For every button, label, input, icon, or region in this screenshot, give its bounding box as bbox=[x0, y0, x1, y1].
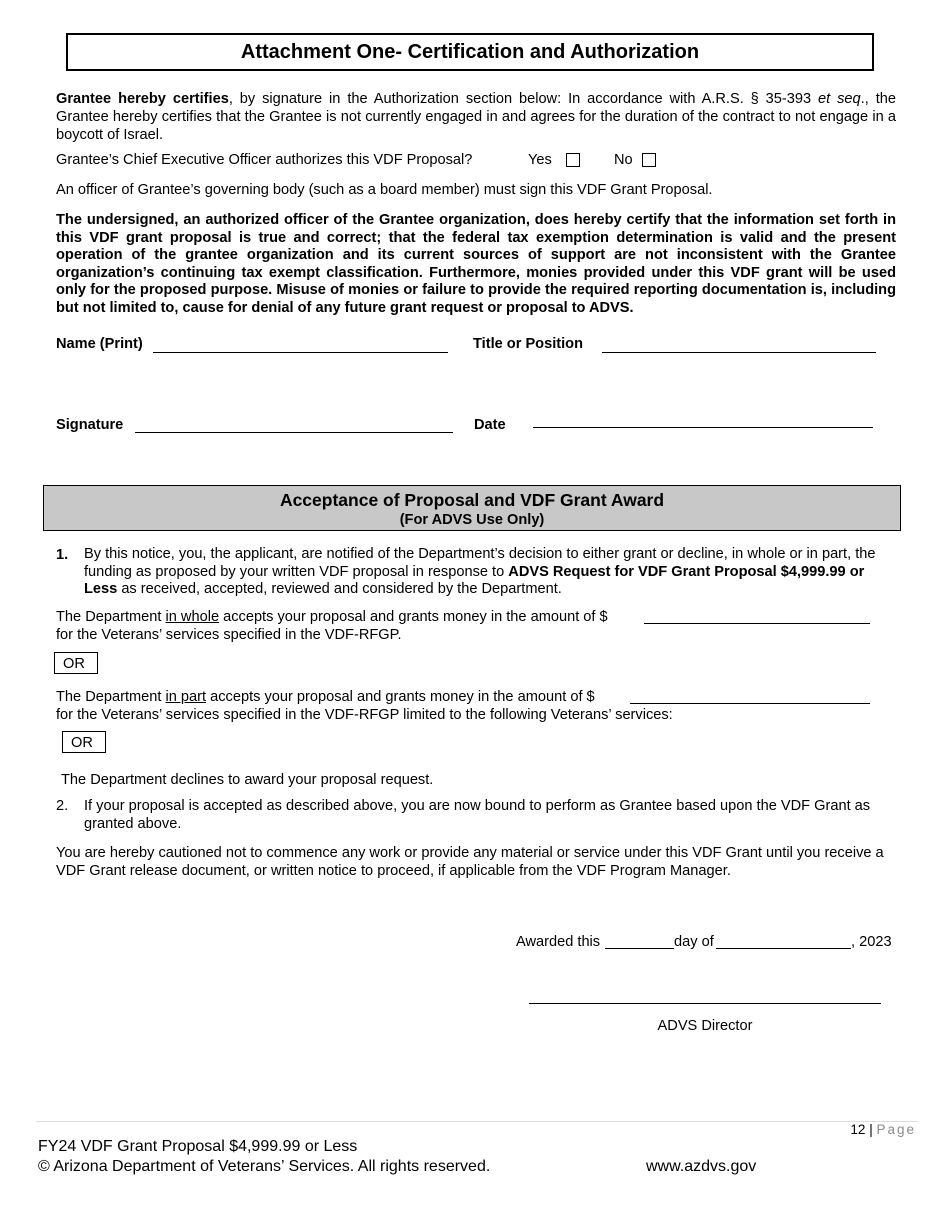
director-label: ADVS Director bbox=[657, 1018, 753, 1034]
footer-copyright: © Arizona Department of Veterans’ Services. All rights reserved. bbox=[38, 1158, 491, 1175]
certification-paragraph bbox=[56, 90, 896, 144]
item-2-text: If your proposal is accepted as described above, you are now bound to perform as Grantee based upon the VDF Grant as granted above. bbox=[84, 798, 871, 832]
footer-website[interactable]: www.azdvs.gov bbox=[646, 1158, 757, 1175]
item-1-text-a: By this notice, you, the applicant, are notified of the Department’s decision to either grant or decline, in whole or in part, the funding as proposed by your written VDF proposal in response to bbox=[84, 546, 876, 580]
signature-label: Signature bbox=[56, 417, 124, 433]
certify-lead: Grantee hereby certifies bbox=[56, 91, 229, 107]
signature-field[interactable] bbox=[135, 432, 453, 433]
whole-amount-field[interactable] bbox=[644, 623, 870, 624]
name-print-field[interactable] bbox=[153, 352, 448, 353]
acceptance-subtitle: (For ADVS Use Only) bbox=[399, 512, 545, 528]
awarded-month-field[interactable] bbox=[716, 948, 851, 949]
acceptance-header bbox=[43, 485, 901, 531]
footer-divider bbox=[36, 1121, 918, 1122]
date-label: Date bbox=[474, 417, 506, 433]
page-number-value: 12 bbox=[850, 1122, 866, 1137]
item-1-number: 1. bbox=[56, 547, 69, 563]
part-amount-field[interactable] bbox=[630, 703, 870, 704]
undersigned-certification: The undersigned, an authorized officer of the Grantee organization, does hereby certify that the information set forth in this VDF grant proposal is true and correct; that the federal tax exemption determination is valid and the present operation of the grantee organization and its current sources of support are not inconsistent with the Grantee organization’s continuing tax exempt classification. Furthermore, monies provided under this VDF grant will be used only for the proposed purpose. Misuse of monies or failure to provide the required reporting documentation is, including but not limited to, cause for denial of any future grant request or proposal to ADVS. bbox=[56, 212, 896, 316]
director-signature-field[interactable] bbox=[529, 1003, 881, 1004]
whole-post: accepts your proposal and grants money in the amount of $ bbox=[219, 609, 608, 625]
part-services-line: for the Veterans’ services specified in the VDF-RFGP limited to the following Veterans’ services: bbox=[56, 707, 673, 723]
officer-note: An officer of Grantee’s governing body (such as a board member) must sign this VDF Grant Proposal. bbox=[56, 182, 713, 198]
awarded-year: , 2023 bbox=[851, 934, 892, 950]
part-pre: The Department bbox=[56, 689, 166, 705]
item-1-bold: ADVS Request for VDF Grant Proposal $4,999.99 or Less bbox=[84, 563, 865, 598]
date-field[interactable] bbox=[533, 427, 873, 428]
page-separator: | bbox=[865, 1122, 877, 1137]
or-box-1: OR bbox=[54, 652, 98, 674]
awarded-pre: Awarded this bbox=[516, 934, 601, 950]
whole-pre: The Department bbox=[56, 609, 166, 625]
ceo-question: Grantee’s Chief Executive Officer authorizes this VDF Proposal? bbox=[56, 152, 473, 168]
ceo-no bbox=[614, 151, 633, 169]
item-2-number: 2. bbox=[56, 798, 69, 814]
ceo-question-row bbox=[56, 151, 472, 169]
whole-services-line: for the Veterans’ services specified in the VDF-RFGP. bbox=[56, 627, 402, 643]
certify-text-2: ., the Grantee hereby certifies that the Grantee is not currently engaged in and agrees for the duration of the contract to not engage in a boycott of Israel. bbox=[56, 91, 896, 143]
page-number bbox=[850, 1122, 916, 1137]
title-position-field[interactable] bbox=[602, 352, 876, 353]
item-1-text bbox=[84, 546, 896, 599]
caution-paragraph: You are hereby cautioned not to commence any work or provide any material or service under this VDF Grant until you receive a VDF Grant release document, or written notice to proceed, if applicable from the VDF Program Manager. bbox=[56, 845, 884, 879]
part-acceptance-line bbox=[56, 688, 595, 706]
part-underlined: in part bbox=[165, 689, 207, 705]
name-print-label: Name (Print) bbox=[56, 336, 143, 352]
item-1-text-b: as received, accepted, reviewed and considered by the Department. bbox=[117, 581, 562, 598]
ceo-yes-checkbox[interactable] bbox=[566, 153, 580, 167]
ceo-yes-label: Yes bbox=[528, 152, 552, 168]
or-box-2: OR bbox=[62, 731, 106, 753]
footer-title: FY24 VDF Grant Proposal $4,999.99 or Less bbox=[38, 1138, 358, 1155]
part-post: accepts your proposal and grants money in the amount of $ bbox=[206, 689, 595, 705]
page-title: Attachment One- Certification and Authorization bbox=[66, 33, 874, 71]
whole-underlined: in whole bbox=[165, 609, 220, 625]
page-label: Page bbox=[876, 1122, 916, 1137]
ceo-yes bbox=[528, 151, 552, 169]
declines-line: The Department declines to award your proposal request. bbox=[61, 772, 434, 788]
certify-text-1: , by signature in the Authorization section below: In accordance with A.R.S. § 35-393 bbox=[228, 91, 819, 107]
title-position-label: Title or Position bbox=[473, 336, 584, 352]
whole-acceptance-line bbox=[56, 608, 608, 626]
awarded-day-field[interactable] bbox=[605, 948, 674, 949]
ceo-no-label: No bbox=[614, 152, 633, 168]
certify-italic: et seq bbox=[818, 91, 861, 107]
ceo-no-checkbox[interactable] bbox=[642, 153, 656, 167]
acceptance-title: Acceptance of Proposal and VDF Grant Award bbox=[279, 490, 665, 510]
awarded-mid: day of bbox=[674, 934, 714, 950]
